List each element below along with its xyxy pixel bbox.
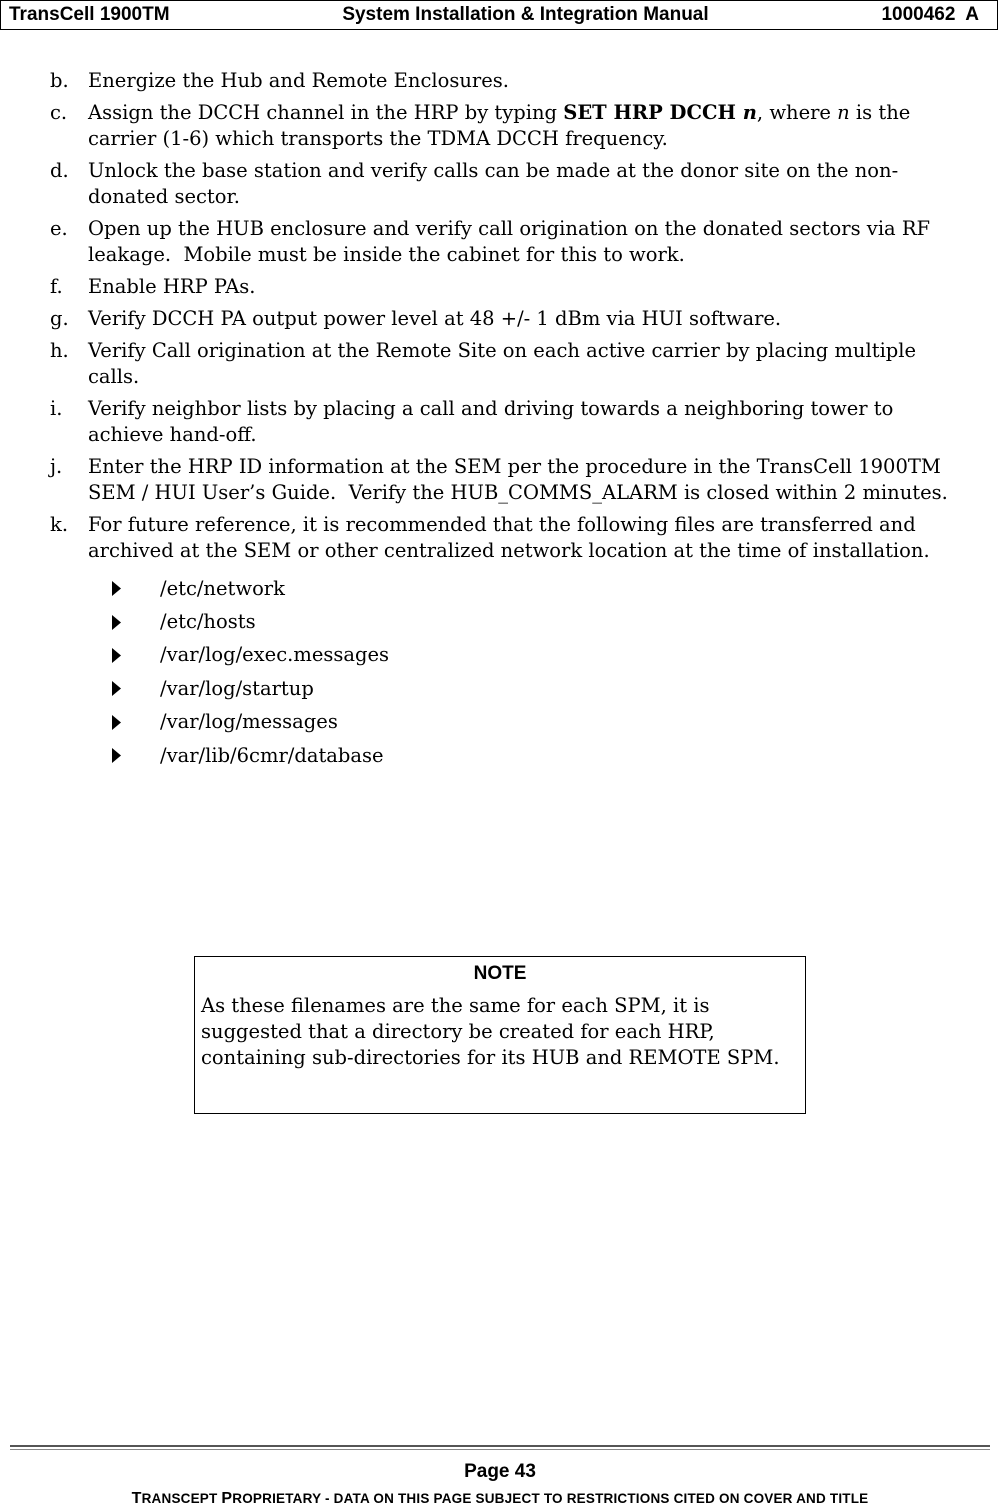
step-text: Energize the Hub and Remote Enclosures. (88, 69, 509, 92)
header-product: TransCell 1900TM (9, 4, 170, 25)
step-letter: f. (50, 275, 63, 298)
step-h (50, 338, 970, 390)
note-body: As these filenames are the same for each SPM, it is suggested that a directory be created for each HRP, containing sub-directories for its HUB and REMOTE SPM. (201, 994, 780, 1069)
step-letter: j. (50, 455, 63, 478)
variable-n: n (837, 101, 850, 124)
step-text-part: Assign the DCCH channel in the HRP by typing (88, 101, 564, 124)
step-g (50, 306, 970, 332)
step-text: Enable HRP PAs. (88, 275, 256, 298)
step-text: Open up the HUB enclosure and verify call origination on the donated sectors via RF leakage. Mobile must be inside the cabinet for this to work. (88, 217, 937, 266)
list-item (112, 572, 970, 605)
step-d (50, 158, 970, 210)
step-letter: i. (50, 397, 63, 420)
command-text: SET HRP DCCH (563, 101, 743, 124)
step-k (50, 512, 970, 564)
step-letter: h. (50, 339, 69, 362)
header-manual-title: System Installation & Integration Manual (342, 4, 709, 25)
step-j (50, 454, 970, 506)
procedure-content (50, 68, 970, 772)
step-text-part: is the carrier (1-6) which transports the TDMA DCCH frequency. (88, 101, 911, 150)
step-text: Enter the HRP ID information at the SEM per the procedure in the TransCell 1900TM SEM / HUI User’s Guide. Verify the HUB_COMMS_ALARM is closed within 2 minutes. (88, 455, 948, 504)
step-letter: b. (50, 69, 69, 92)
footer-divider (10, 1445, 990, 1447)
proprietary-text: RANSCEPT (141, 1491, 218, 1506)
step-letter: g. (50, 307, 69, 330)
file-path: /var/lib/6cmr/database (160, 743, 384, 767)
step-text: Verify DCCH PA output power level at 48 +/- 1 dBm via HUI software. (88, 307, 782, 330)
page-header (0, 0, 998, 30)
step-b (50, 68, 970, 94)
step-text-part: , where (756, 101, 838, 124)
list-item (112, 706, 970, 739)
step-letter: k. (50, 513, 69, 536)
step-text: Unlock the base station and verify calls can be made at the donor site on the non-donated sector. (88, 159, 899, 208)
file-list (112, 572, 970, 772)
proprietary-rest: - DATA ON THIS PAGE SUBJECT TO RESTRICTIONS CITED ON COVER AND TITLE (321, 1491, 869, 1506)
file-path: /etc/network (160, 576, 285, 600)
page-number: Page 43 (464, 1461, 536, 1482)
proprietary-initial: P (221, 1490, 233, 1507)
step-text: Verify neighbor lists by placing a call and driving towards a neighboring tower to achieve hand-off. (88, 397, 894, 446)
step-letter: d. (50, 159, 69, 182)
step-c (50, 100, 970, 152)
step-letter: c. (50, 101, 68, 124)
file-path: /var/log/startup (160, 676, 314, 700)
right-triangle-bullet-icon (112, 681, 160, 696)
note-title: NOTE (473, 963, 527, 984)
list-item (112, 605, 970, 638)
step-i (50, 396, 970, 448)
note-box (194, 956, 806, 1114)
header-doc-number: 1000462 A (881, 4, 979, 25)
step-e (50, 216, 970, 268)
right-triangle-bullet-icon (112, 581, 160, 596)
list-item (112, 672, 970, 705)
step-f (50, 274, 970, 300)
file-path: /var/log/messages (160, 710, 338, 734)
right-triangle-bullet-icon (112, 615, 160, 630)
step-text: For future reference, it is recommended that the following files are transferred and archived at the SEM or other centralized network location at the time of installation. (88, 513, 930, 562)
list-item (112, 639, 970, 672)
file-path: /etc/hosts (160, 610, 256, 634)
right-triangle-bullet-icon (112, 648, 160, 663)
step-letter: e. (50, 217, 68, 240)
list-item (112, 739, 970, 772)
step-text: Verify Call origination at the Remote Site on each active carrier by placing multiple calls. (88, 339, 917, 388)
right-triangle-bullet-icon (112, 748, 160, 763)
footer-divider-thin (10, 1449, 990, 1450)
command-variable: n (742, 101, 757, 124)
proprietary-initial: T (131, 1490, 142, 1507)
right-triangle-bullet-icon (112, 715, 160, 730)
file-path: /var/log/exec.messages (160, 643, 390, 667)
step-text (88, 100, 970, 152)
proprietary-notice (0, 1490, 1000, 1508)
proprietary-text: ROPRIETARY (232, 1491, 322, 1506)
